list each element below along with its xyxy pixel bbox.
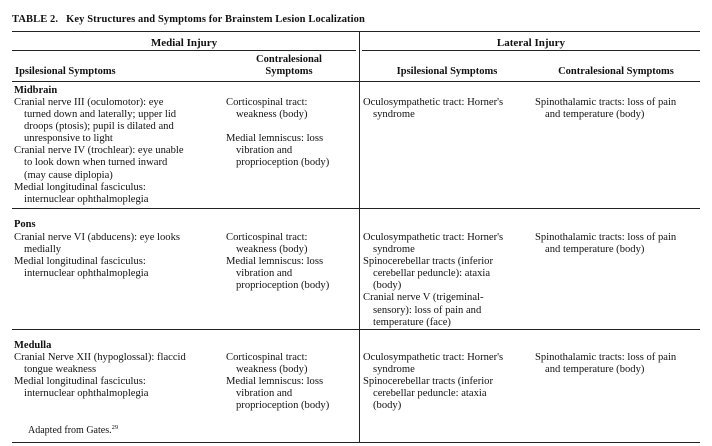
group-rule-medial (12, 50, 356, 51)
group-rule-lateral (362, 50, 700, 51)
table-label: TABLE 2. (12, 14, 59, 25)
midbrain-medial-ipsilesional: Cranial nerve III (oculomotor): eye turned down and laterally; upper lid droops (ptosis); pupil is dilated and unresponsive to light Cranial nerve IV (trochlear): eye unable to look down when turned inward (may cause diplopia) Medial longitudinal fasciculus: internuclear ophthalmoplegia (14, 97, 184, 205)
footnote-reference: 29 (111, 424, 119, 431)
group-header-lateral: Lateral Injury (496, 37, 566, 49)
divider-midbrain-pons (12, 208, 700, 209)
medulla-lateral-ipsilesional: Oculosympathetic tract: Horner's syndrome Spinocerebellar tracts (inferior cerebellar peduncle: ataxia (body) (363, 352, 504, 412)
section-pons: Pons (14, 219, 36, 230)
section-medulla: Medulla (14, 340, 52, 351)
col-header-lateral-contralesional: Contralesional Symptoms (558, 66, 674, 77)
divider-pons-medulla (12, 329, 700, 330)
center-divider (359, 31, 360, 442)
table-title (12, 14, 365, 25)
bottom-rule (12, 442, 700, 443)
medulla-medial-ipsilesional: Cranial Nerve XII (hypoglossal): flaccid tongue weakness Medial longitudinal fasciculus: internuclear ophthalmoplegia (14, 352, 186, 400)
midbrain-medial-contralesional: Corticospinal tract: weakness (body) Medial lemniscus: loss vibration and proprioception (body) (226, 97, 330, 169)
table-title-text: Key Structures and Symptoms for Brainstem Lesion Localization (66, 14, 365, 25)
col-header-lateral-ipsilesional: Ipsilesional Symptoms (396, 66, 498, 77)
midbrain-lateral-contralesional: Spinothalamic tracts: loss of pain and temperature (body) (535, 97, 677, 121)
pons-medial-contralesional: Corticospinal tract: weakness (body) Medial lemniscus: loss vibration and proprioception (body) (226, 232, 330, 292)
medulla-lateral-contralesional: Spinothalamic tracts: loss of pain and temperature (body) (535, 352, 677, 376)
header-rule (12, 81, 700, 82)
col-header-medial-ipsilesional: Ipsilesional Symptoms (15, 66, 116, 77)
group-header-medial: Medial Injury (150, 37, 218, 49)
section-midbrain: Midbrain (14, 85, 58, 96)
medulla-medial-contralesional: Corticospinal tract: weakness (body) Medial lemniscus: loss vibration and proprioception (body) (226, 352, 330, 412)
table-footnote: Adapted from Gates.$^{29}$ (28, 424, 119, 436)
midbrain-lateral-ipsilesional: Oculosympathetic tract: Horner's syndrome (363, 97, 504, 121)
top-rule (12, 31, 700, 32)
col-header-medial-contralesional: Contralesional Symptoms (256, 54, 322, 77)
pons-medial-ipsilesional: Cranial nerve VI (abducens): eye looks medially Medial longitudinal fasciculus: internuclear ophthalmoplegia (14, 232, 181, 280)
pons-lateral-ipsilesional: Oculosympathetic tract: Horner's syndrome Spinocerebellar tracts (inferior cerebellar peduncle): ataxia (body) Cranial nerve V (trigeminal- sensory): loss of pain and temperature (face) (363, 232, 504, 328)
pons-lateral-contralesional: Spinothalamic tracts: loss of pain and temperature (body) (535, 232, 677, 256)
